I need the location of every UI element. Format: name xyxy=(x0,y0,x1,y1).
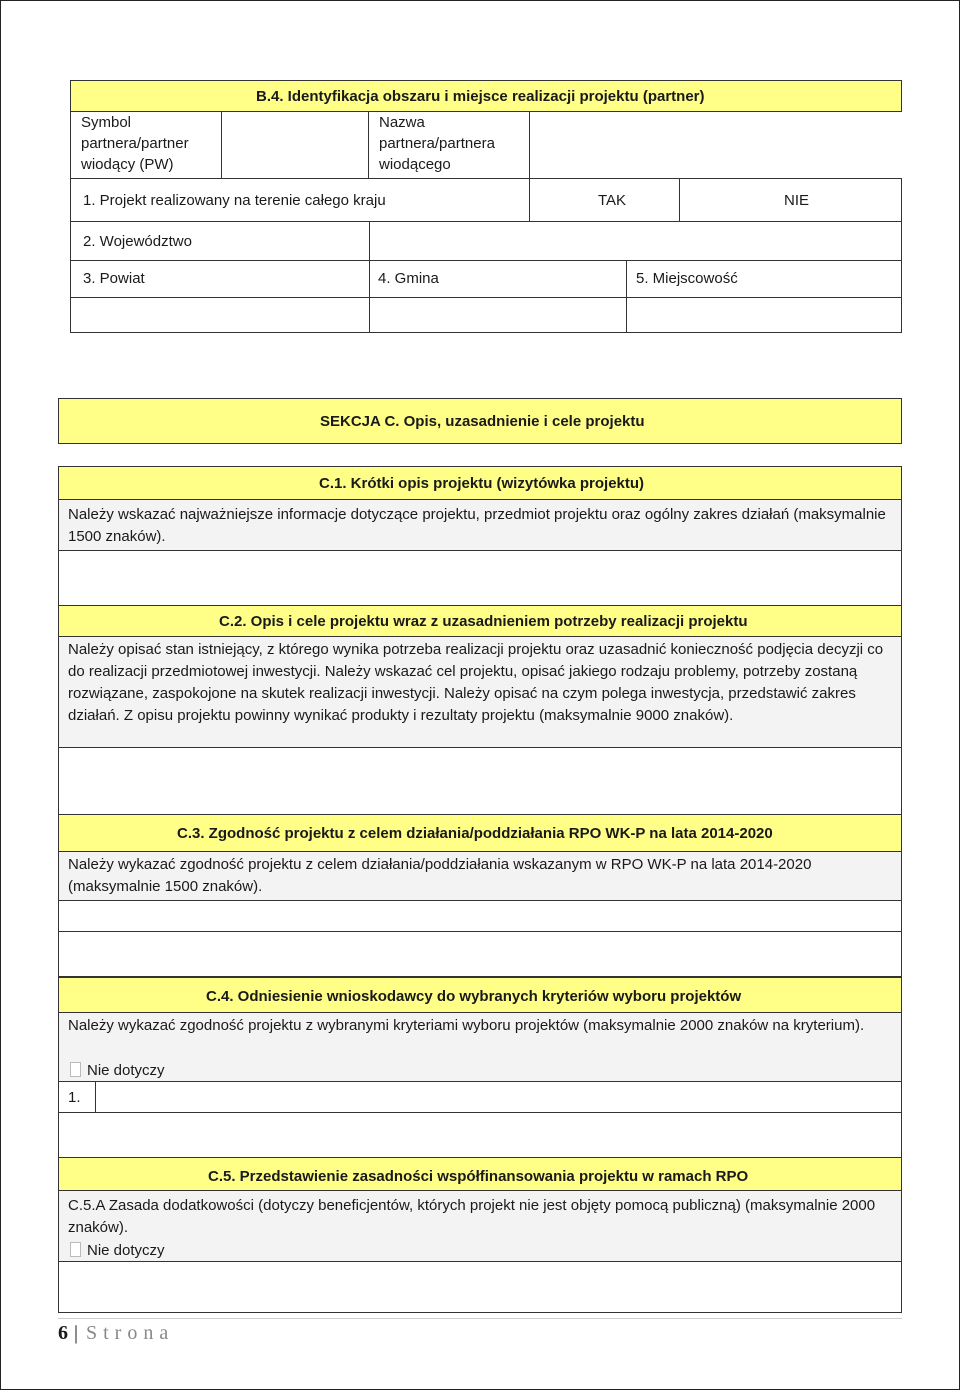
b4-q5: 5. Miejscowość xyxy=(636,270,738,287)
b4-miejscowosc-input[interactable] xyxy=(626,297,902,333)
c4-nie-dotyczy-option[interactable] xyxy=(70,1060,165,1081)
c3-description: Należy wykazać zgodność projektu z celem działania/poddziałania wskazanym w RPO WK-P na lata 2014-2020 (maksymalnie 1500 znaków). xyxy=(68,856,812,895)
b4-symbol-label-2: partnera/partner xyxy=(81,135,189,152)
b4-title: B.4. Identyfikacja obszaru i miejsce realizacji projektu (partner) xyxy=(256,88,705,105)
b4-nie-label: NIE xyxy=(784,192,810,209)
c2-description: Należy opisać stan istniejący, z którego wynika potrzeba realizacji projektu oraz uzasadnić konieczność podjęcia decyzji co do realizacji przedmiotowej inwestycji. Należy wskazać cel projektu, opisać jakiego rodzaju problemy, potrzeby zostaną rozwiązane, zaspokojone na skutek realizacji inwestycji. Należy opisać na czym polega inwestycja, przedstawić zakres działań. Z opisu projektu powinny wynikać produkty i rezultaty projektu (maksymalnie 9000 znaków). xyxy=(68,641,884,724)
section-c-title: SEKCJA C. Opis, uzasadnienie i cele projektu xyxy=(320,413,645,430)
c5-description: C.5.A Zasada dodatkowości (dotyczy beneficjentów, których projekt nie jest objęty pomocą publiczną) (maksymalnie 2000 znaków). xyxy=(68,1197,876,1236)
b4-q3: 3. Powiat xyxy=(83,270,145,287)
c1-answer-input[interactable] xyxy=(58,550,902,606)
b4-name-label-3: wiodącego xyxy=(379,156,451,173)
c4-title: C.4. Odniesienie wnioskodawcy do wybranych kryteriów wyboru projektów xyxy=(206,988,742,1005)
b4-q1: 1. Projekt realizowany na terenie całego kraju xyxy=(83,192,386,209)
c5-nie-dotyczy-checkbox[interactable] xyxy=(70,1242,81,1257)
b4-gmina-input[interactable] xyxy=(369,297,627,333)
b4-name-input[interactable] xyxy=(529,111,902,179)
b4-symbol-label-1: Symbol xyxy=(81,114,132,131)
b4-name-label-2: partnera/partnera xyxy=(379,135,495,152)
footer-rule xyxy=(58,1318,902,1319)
c1-description: Należy wskazać najważniejsze informacje dotyczące projektu, przedmiot projektu oraz ogólny zakres działań (maksymalnie 1500 znaków). xyxy=(68,506,886,545)
c3-answer-input-2[interactable] xyxy=(58,931,902,977)
c2-title: C.2. Opis i cele projektu wraz z uzasadnieniem potrzeby realizacji projektu xyxy=(219,613,748,630)
b4-symbol-input[interactable] xyxy=(221,111,369,179)
c5-title: C.5. Przedstawienie zasadności współfinansowania projektu w ramach RPO xyxy=(208,1168,749,1185)
c3-answer-input-1[interactable] xyxy=(58,900,902,932)
footer-separator: | xyxy=(74,1322,79,1344)
c4-item1-number: 1. xyxy=(68,1089,81,1106)
b4-tak-label: TAK xyxy=(598,192,627,209)
c3-title: C.3. Zgodność projektu z celem działania/poddziałania RPO WK-P na lata 2014-2020 xyxy=(177,825,773,842)
c2-answer-input[interactable] xyxy=(58,747,902,815)
c4-item1-input[interactable] xyxy=(95,1081,902,1113)
c4-description: Należy wykazać zgodność projektu z wybranymi kryteriami wyboru projektów (maksymalnie 2000 znaków na kryterium). xyxy=(68,1017,865,1034)
b4-powiat-input[interactable] xyxy=(70,297,370,333)
c1-title: C.1. Krótki opis projektu (wizytówka projektu) xyxy=(319,475,645,492)
c4-answer-input[interactable] xyxy=(58,1112,902,1158)
b4-name-label-1: Nazwa xyxy=(379,114,425,131)
b4-q4: 4. Gmina xyxy=(378,270,439,287)
c5-nie-dotyczy-option[interactable] xyxy=(70,1240,165,1261)
b4-q2: 2. Województwo xyxy=(83,233,192,250)
c4-nie-dotyczy-checkbox[interactable] xyxy=(70,1062,81,1077)
b4-symbol-label-3: wiodący (PW) xyxy=(81,156,174,173)
footer-page-number: 6 xyxy=(58,1322,68,1344)
c5-nie-dotyczy-label: Nie dotyczy xyxy=(87,1242,165,1259)
c5-answer-input[interactable] xyxy=(58,1261,902,1313)
c4-nie-dotyczy-label: Nie dotyczy xyxy=(87,1062,165,1079)
footer-page-label: Strona xyxy=(86,1322,175,1344)
b4-wojewodztwo-input[interactable] xyxy=(369,221,902,261)
